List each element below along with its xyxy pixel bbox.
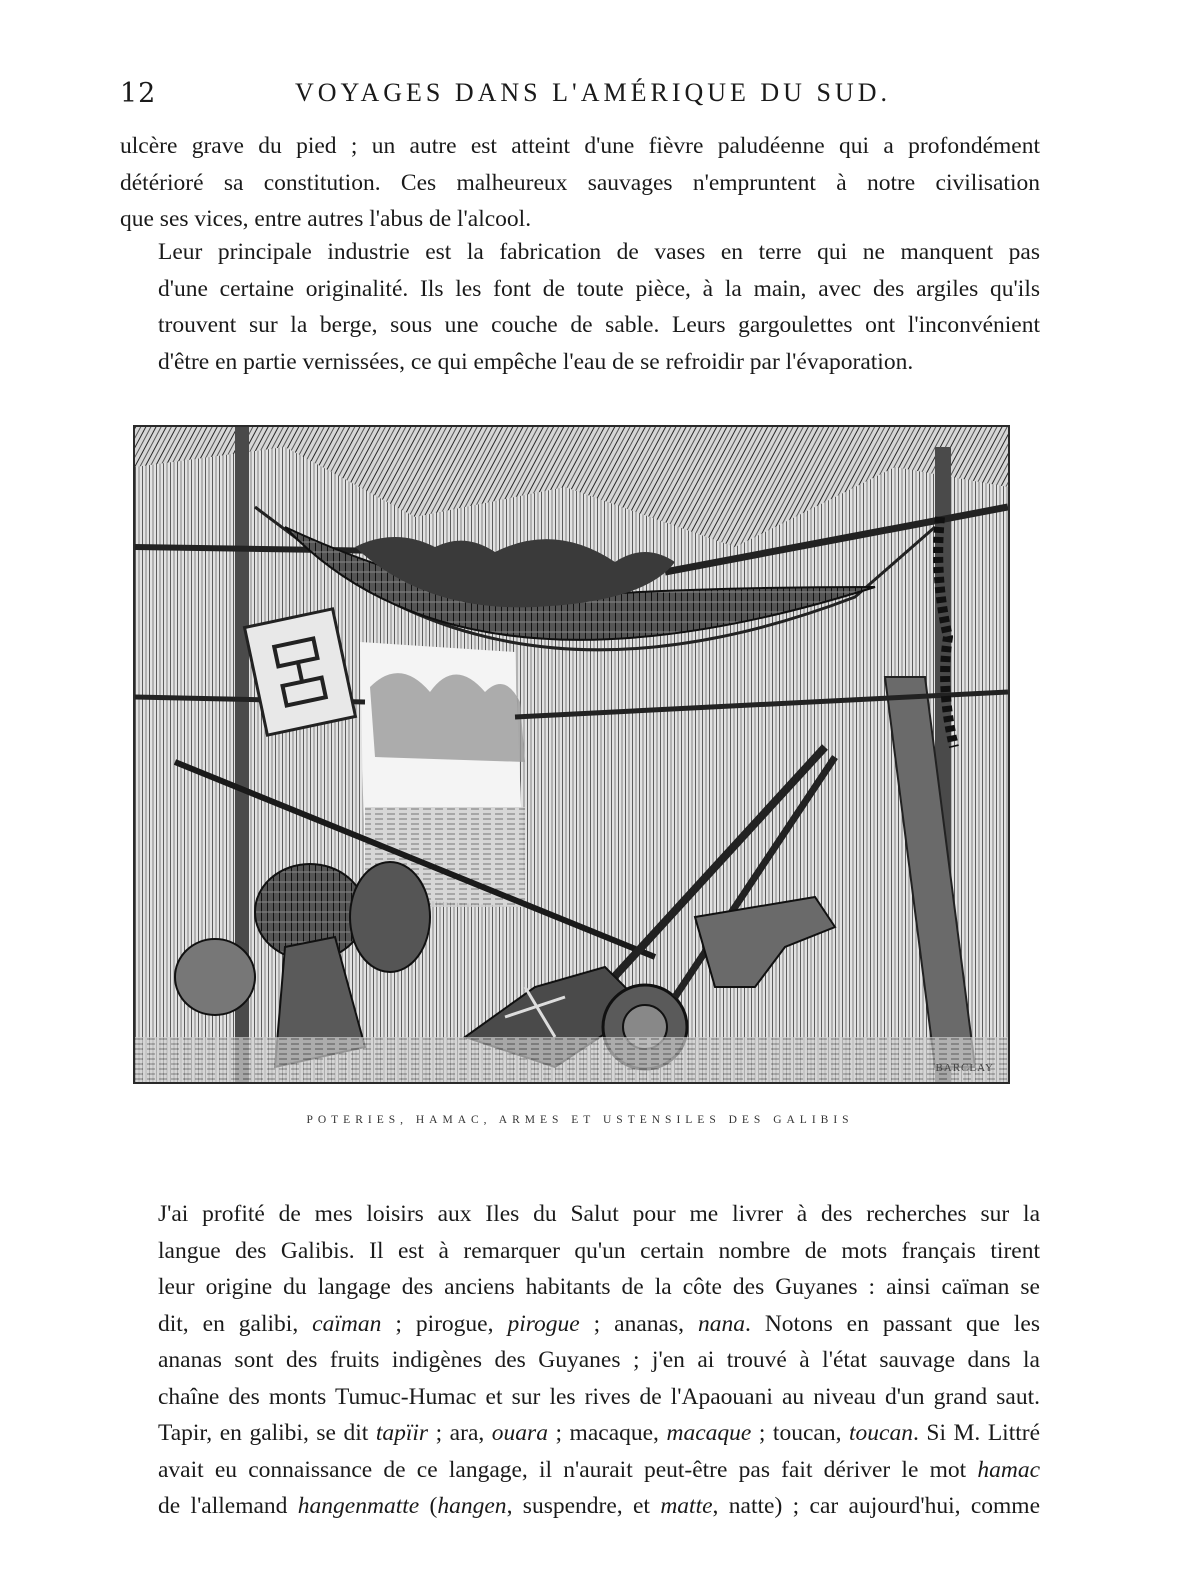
text-line (120, 1452, 1040, 1489)
text-span: . Notons en passant que les (744, 1310, 1040, 1337)
text-line (120, 1306, 1040, 1343)
text-span: , suspendre, et (506, 1493, 661, 1519)
text-span: de l'allemand (158, 1493, 298, 1519)
text-line: d'une certaine originalité. Ils les font de toute pièce, à la main, avec des argiles qu'ils (158, 275, 1040, 302)
text-line (120, 1488, 1040, 1525)
text-line: détérioré sa constitution. Ces malheureux sauvages n'empruntent à notre civilisation (120, 169, 1040, 196)
text-span: ; ananas, (579, 1310, 698, 1337)
italic-term: nana (697, 1310, 745, 1337)
page-number: 12 (120, 78, 157, 109)
italic-term: toucan (849, 1420, 913, 1446)
text-span: ; macaque, (547, 1420, 667, 1446)
text-span: ; ara, (428, 1420, 492, 1446)
italic-term: hangenmatte (297, 1493, 420, 1519)
italic-term: ouara (491, 1420, 548, 1446)
text-line (120, 1415, 1040, 1452)
engraving-illustration (133, 425, 1010, 1084)
text-line: ulcère grave du pied ; un autre est atteint d'une fièvre paludéenne qui a profondément (120, 133, 1040, 159)
text-span: ; pirogue, (381, 1310, 508, 1337)
text-line: ananas sont des fruits indigènes des Guyanes ; j'en ai trouvé à l'état sauvage dans la (158, 1347, 1040, 1373)
italic-term: matte (660, 1493, 713, 1519)
paragraph-2 (120, 234, 1040, 380)
text-line: chaîne des monts Tumuc-Humac et sur les rives de l'Apaouani au niveau d'un grand saut. (158, 1383, 1040, 1410)
text-line: d'être en partie vernissées, ce qui empêche l'eau de se refroidir par l'évaporation. (158, 348, 914, 375)
text-line: Leur principale industrie est la fabrication de vases en terre qui ne manquent pas (158, 239, 1040, 265)
text-line: que ses vices, entre autres l'abus de l'alcool. (120, 206, 532, 232)
text-span: ( (419, 1493, 438, 1519)
text-span: . Si M. Littré (912, 1420, 1041, 1446)
engraving-drawing (135, 427, 1008, 1082)
text-line: trouvent sur la berge, sous une couche de sable. Leurs gargoulettes ont l'inconvénient (158, 312, 1040, 338)
text-span: avait eu connaissance de ce langage, il n'aurait peut-être pas fait dériver le mot (158, 1456, 978, 1483)
italic-term: hangen (437, 1493, 507, 1519)
running-title: VOYAGES DANS L'AMÉRIQUE DU SUD. (295, 78, 891, 107)
page-header (120, 78, 1040, 118)
text-span: dit, en galibi, (158, 1310, 313, 1337)
italic-term: macaque (666, 1420, 752, 1446)
text-line: J'ai profité de mes loisirs aux Iles du Salut pour me livrer à des recherches sur la (158, 1201, 1040, 1227)
paragraph-1 (120, 128, 1040, 238)
text-span: ; toucan, (751, 1420, 849, 1446)
italic-term: tapïir (375, 1420, 429, 1446)
figure-caption: POTERIES, HAMAC, ARMES ET USTENSILES DES GALIBIS (306, 1114, 854, 1126)
italic-term: pirogue (507, 1310, 580, 1337)
italic-term: caïman (312, 1310, 382, 1337)
text-line: langue des Galibis. Il est à remarquer qu'un certain nombre de mots français tirent (158, 1237, 1040, 1264)
text-span: Tapir, en galibi, se dit (158, 1420, 376, 1446)
text-line: leur origine du langage des anciens habitants de la côte des Guyanes : ainsi caïman se (158, 1274, 1040, 1300)
italic-term: hamac (977, 1456, 1040, 1483)
paragraph-3 (120, 1196, 1040, 1525)
text-span: , natte) ; car aujourd'hui, comme (712, 1493, 1041, 1519)
engraver-signature: BARCLAY (935, 1062, 994, 1074)
